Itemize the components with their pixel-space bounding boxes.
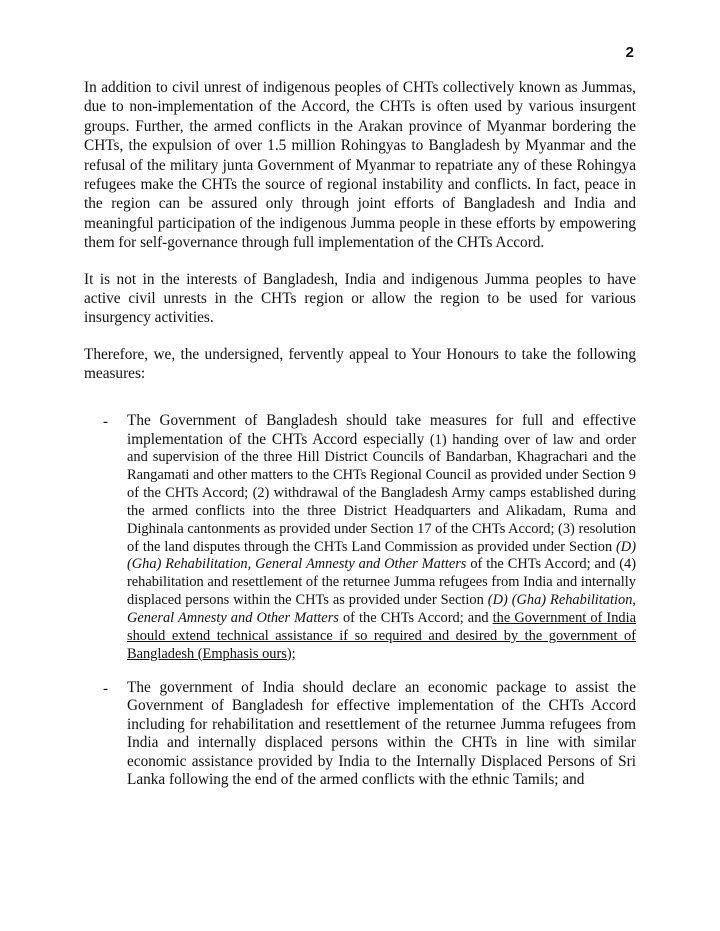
measure-text [127, 412, 636, 664]
measure-text-part: (1) handing over of law and order and supervision of the three Hill District Councils of Bandarban, Khagrachari and the Rangamati and other matters to the CHTs Regional Council as provided under Section 9 of the CHTs Accord; (2) withdrawal of the Bangladesh Army camps established during the armed conflicts into the three District Headquarters and Alikadam, Ruma and Dighinala cantonments as provided under Section 17 of the CHTs Accord; (3) resolution of the land disputes through the CHTs Land Commission as provided under Section [127, 431, 636, 555]
paragraph-interests: It is not in the interests of Bangladesh, India and indigenous Jumma peoples to have active civil unrests in the CHTs region or allow the region to be used for various insurgency activities. [84, 270, 636, 327]
measure-text-part: of the CHTs Accord; and (4) rehabilitation and resettlement of the returnee Jumma refugees from India and internally displaced persons within the CHTs as provided under Section [127, 556, 636, 609]
measure-text-part: of the CHTs Accord; and [338, 609, 493, 626]
emphasis-underlined: the Government of India should extend technical assistance if so required and desired by the government of Bangladesh (Emphasis ours); [127, 609, 636, 662]
bullet-dash: - [103, 679, 109, 697]
measure-text: The government of India should declare an economic package to assist the Government of Bangladesh for effective implementation of the CHTs Accord including for rehabilitation and resettlement of the returnee Jumma refugees from India and internally displaced persons within the CHTs in line with similar economic assistance provided by India to the Internally Displaced Persons of Sri Lanka following the end of the armed conflicts with the ethnic Tamils; and [127, 678, 636, 788]
bullet-dash: - [103, 412, 109, 430]
paragraph-appeal: Therefore, we, the undersigned, fervently appeal to Your Honours to take the following measures: [84, 345, 636, 383]
measures-list [84, 412, 636, 790]
document-body [84, 78, 636, 805]
paragraph-regional-instability: In addition to civil unrest of indigenous peoples of CHTs collectively known as Jummas, due to non-implementation of the Accord, the CHTs is often used by various insurgent groups. Further, the armed conflicts in the Arakan province of Myanmar bordering the CHTs, the expulsion of over 1.5 million Rohingyas to Bangladesh by Myanmar and the refusal of the military junta Government of Myanmar to repatriate any of these Rohingya refugees make the CHTs the source of regional instability and conflicts. In fact, peace in the region can be assured only through joint efforts of Bangladesh and India and meaningful participation of the indigenous Jumma people in these efforts by empowering them for self-governance through full implementation of the CHTs Accord. [84, 79, 636, 252]
section-reference: (D) (Gha) Rehabilitation, General Amnesty and Other Matters [127, 538, 636, 573]
measure-item-economic-package [84, 679, 636, 790]
section-reference: (D) (Gha) Rehabilitation, General Amnesty and Other Matters [127, 592, 636, 626]
page-number: 2 [625, 44, 634, 61]
measure-lead: The Government of Bangladesh should take measures for full and effective implementation of the CHTs Accord especially [127, 411, 636, 448]
measure-item-accord-implementation [84, 412, 636, 664]
